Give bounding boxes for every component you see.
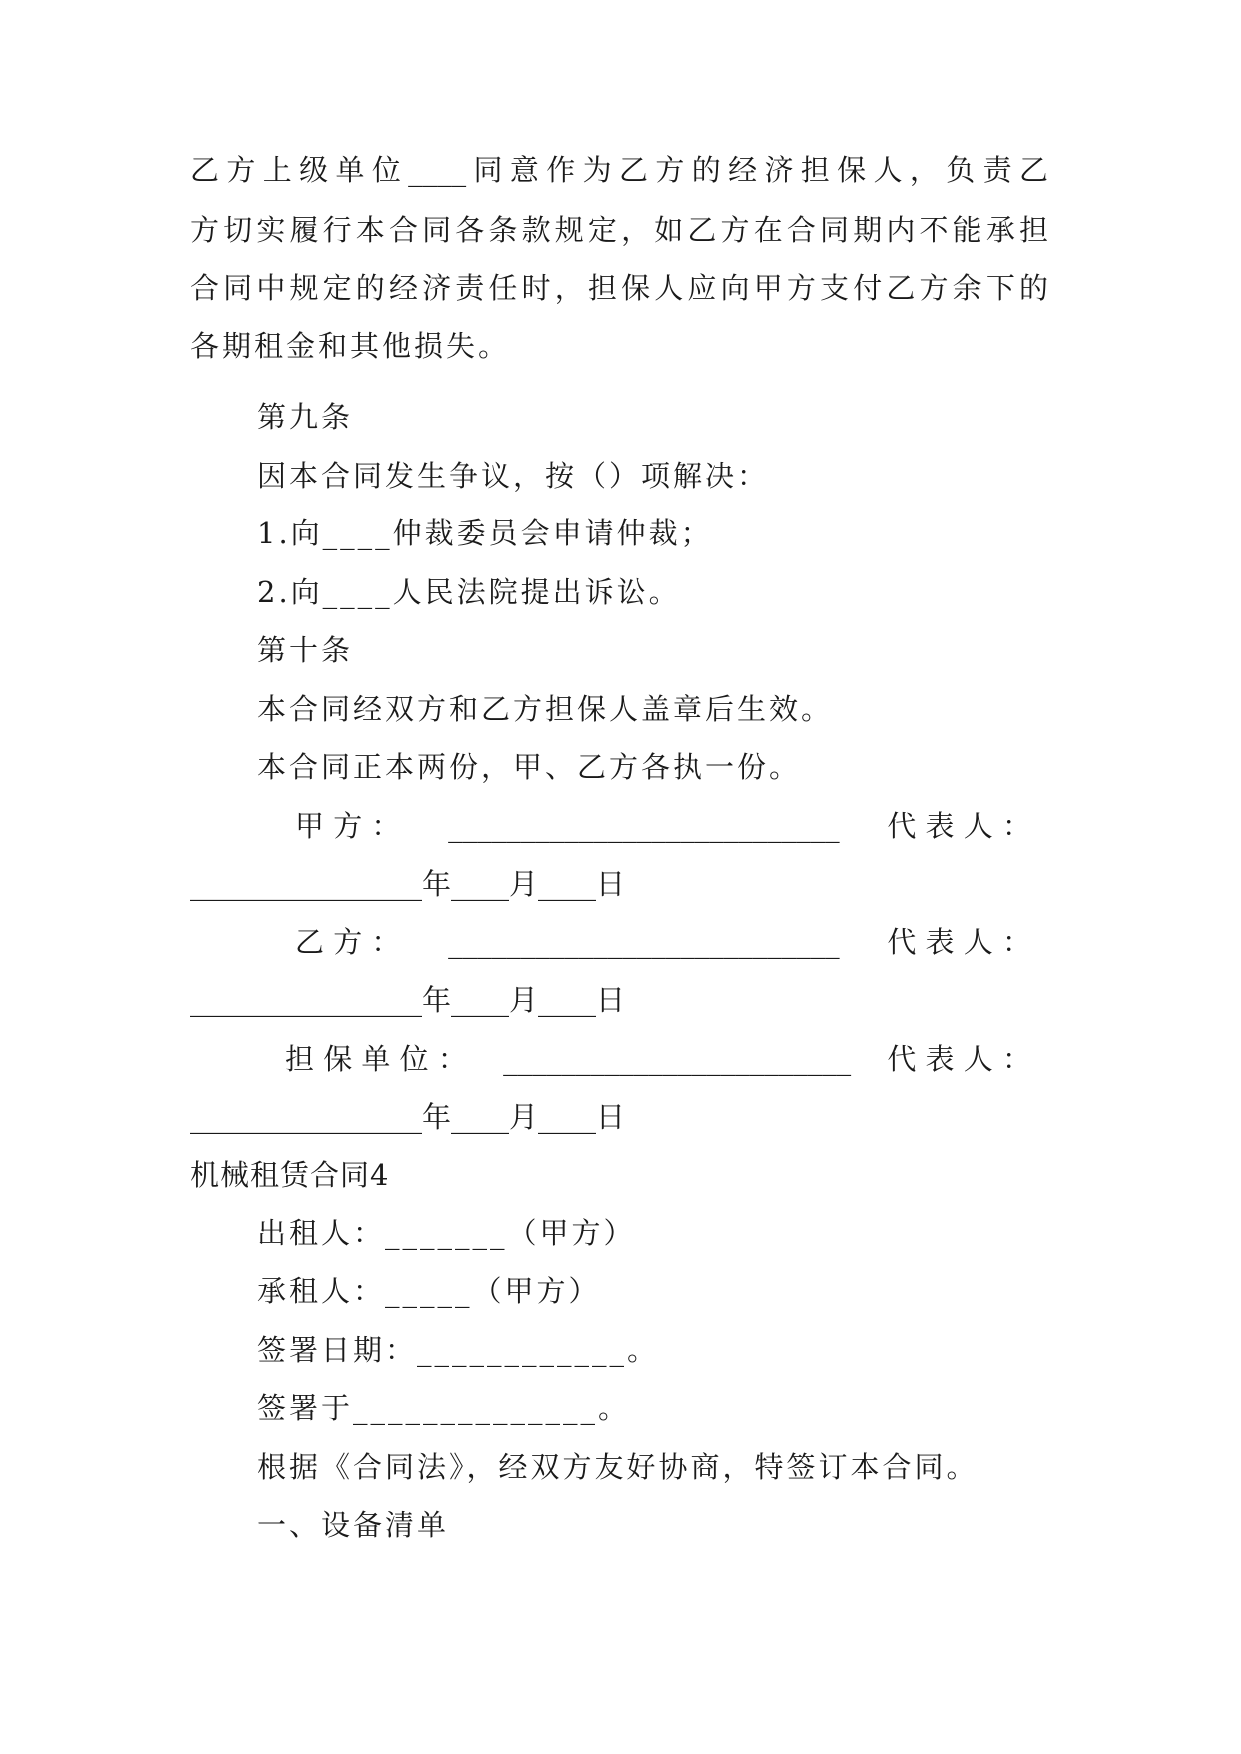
party-a-date-line: ________________年____月____日 [190, 867, 626, 901]
party-b-representative-label: 代 表 人 ： [887, 925, 1031, 959]
article-9-heading: 第九条 [257, 400, 354, 434]
party-b-label: 乙 方 ： [295, 925, 401, 959]
article-9-option-2: 2.向____人民法院提出诉讼。 [257, 575, 681, 609]
party-a-signature-row [295, 806, 1031, 846]
article-10-heading: 第十条 [257, 633, 354, 667]
lessor-line: 出租人：_______（甲方） [257, 1216, 636, 1250]
sign-date-line: 签署日期：____________。 [257, 1333, 660, 1367]
section-1-heading: 一、设备清单 [257, 1508, 450, 1542]
article-9-intro: 因本合同发生争议，按（）项解决： [257, 459, 770, 493]
article-10-line-1: 本合同经双方和乙方担保人盖章后生效。 [257, 692, 834, 726]
party-b-signature-row [295, 922, 1031, 962]
party-b-date-line: ________________年____月____日 [190, 983, 626, 1017]
lessee-line: 承租人：_____（甲方） [257, 1274, 601, 1308]
party-a-representative-label: 代 表 人 ： [887, 809, 1031, 843]
guarantor-signature-row [285, 1039, 1031, 1079]
guarantor-paragraph-line-2: 方切实履行本合同各条款规定，如乙方在合同期内不能承担 [190, 213, 1048, 247]
article-9-option-1: 1.向____仲裁委员会申请仲裁； [257, 516, 713, 550]
guarantor-paragraph-line-3: 合同中规定的经济责任时，担保人应向甲方支付乙方余下的 [190, 271, 1048, 305]
party-b-name-blank: ___________________________ [448, 925, 840, 959]
guarantor-name-blank: ________________________ [503, 1042, 852, 1076]
article-10-line-2: 本合同正本两份，甲、乙方各执一份。 [257, 750, 802, 784]
guarantor-paragraph-line-4: 各期租金和其他损失。 [190, 329, 511, 363]
sign-place-line: 签署于______________。 [257, 1391, 631, 1425]
preamble-line: 根据《合同法》，经双方友好协商，特签订本合同。 [257, 1450, 979, 1484]
party-a-name-blank: ___________________________ [448, 809, 840, 843]
guarantor-label: 担 保 单 位 ： [285, 1042, 467, 1076]
guarantor-representative-label: 代 表 人 ： [887, 1042, 1031, 1076]
guarantor-paragraph-line-1: 乙方上级单位____同意作为乙方的经济担保人，负责乙 [190, 153, 1048, 187]
contract-4-title: 机械租赁合同4 [190, 1158, 390, 1192]
guarantor-date-line: ________________年____月____日 [190, 1100, 626, 1134]
party-a-label: 甲 方 ： [295, 809, 401, 843]
